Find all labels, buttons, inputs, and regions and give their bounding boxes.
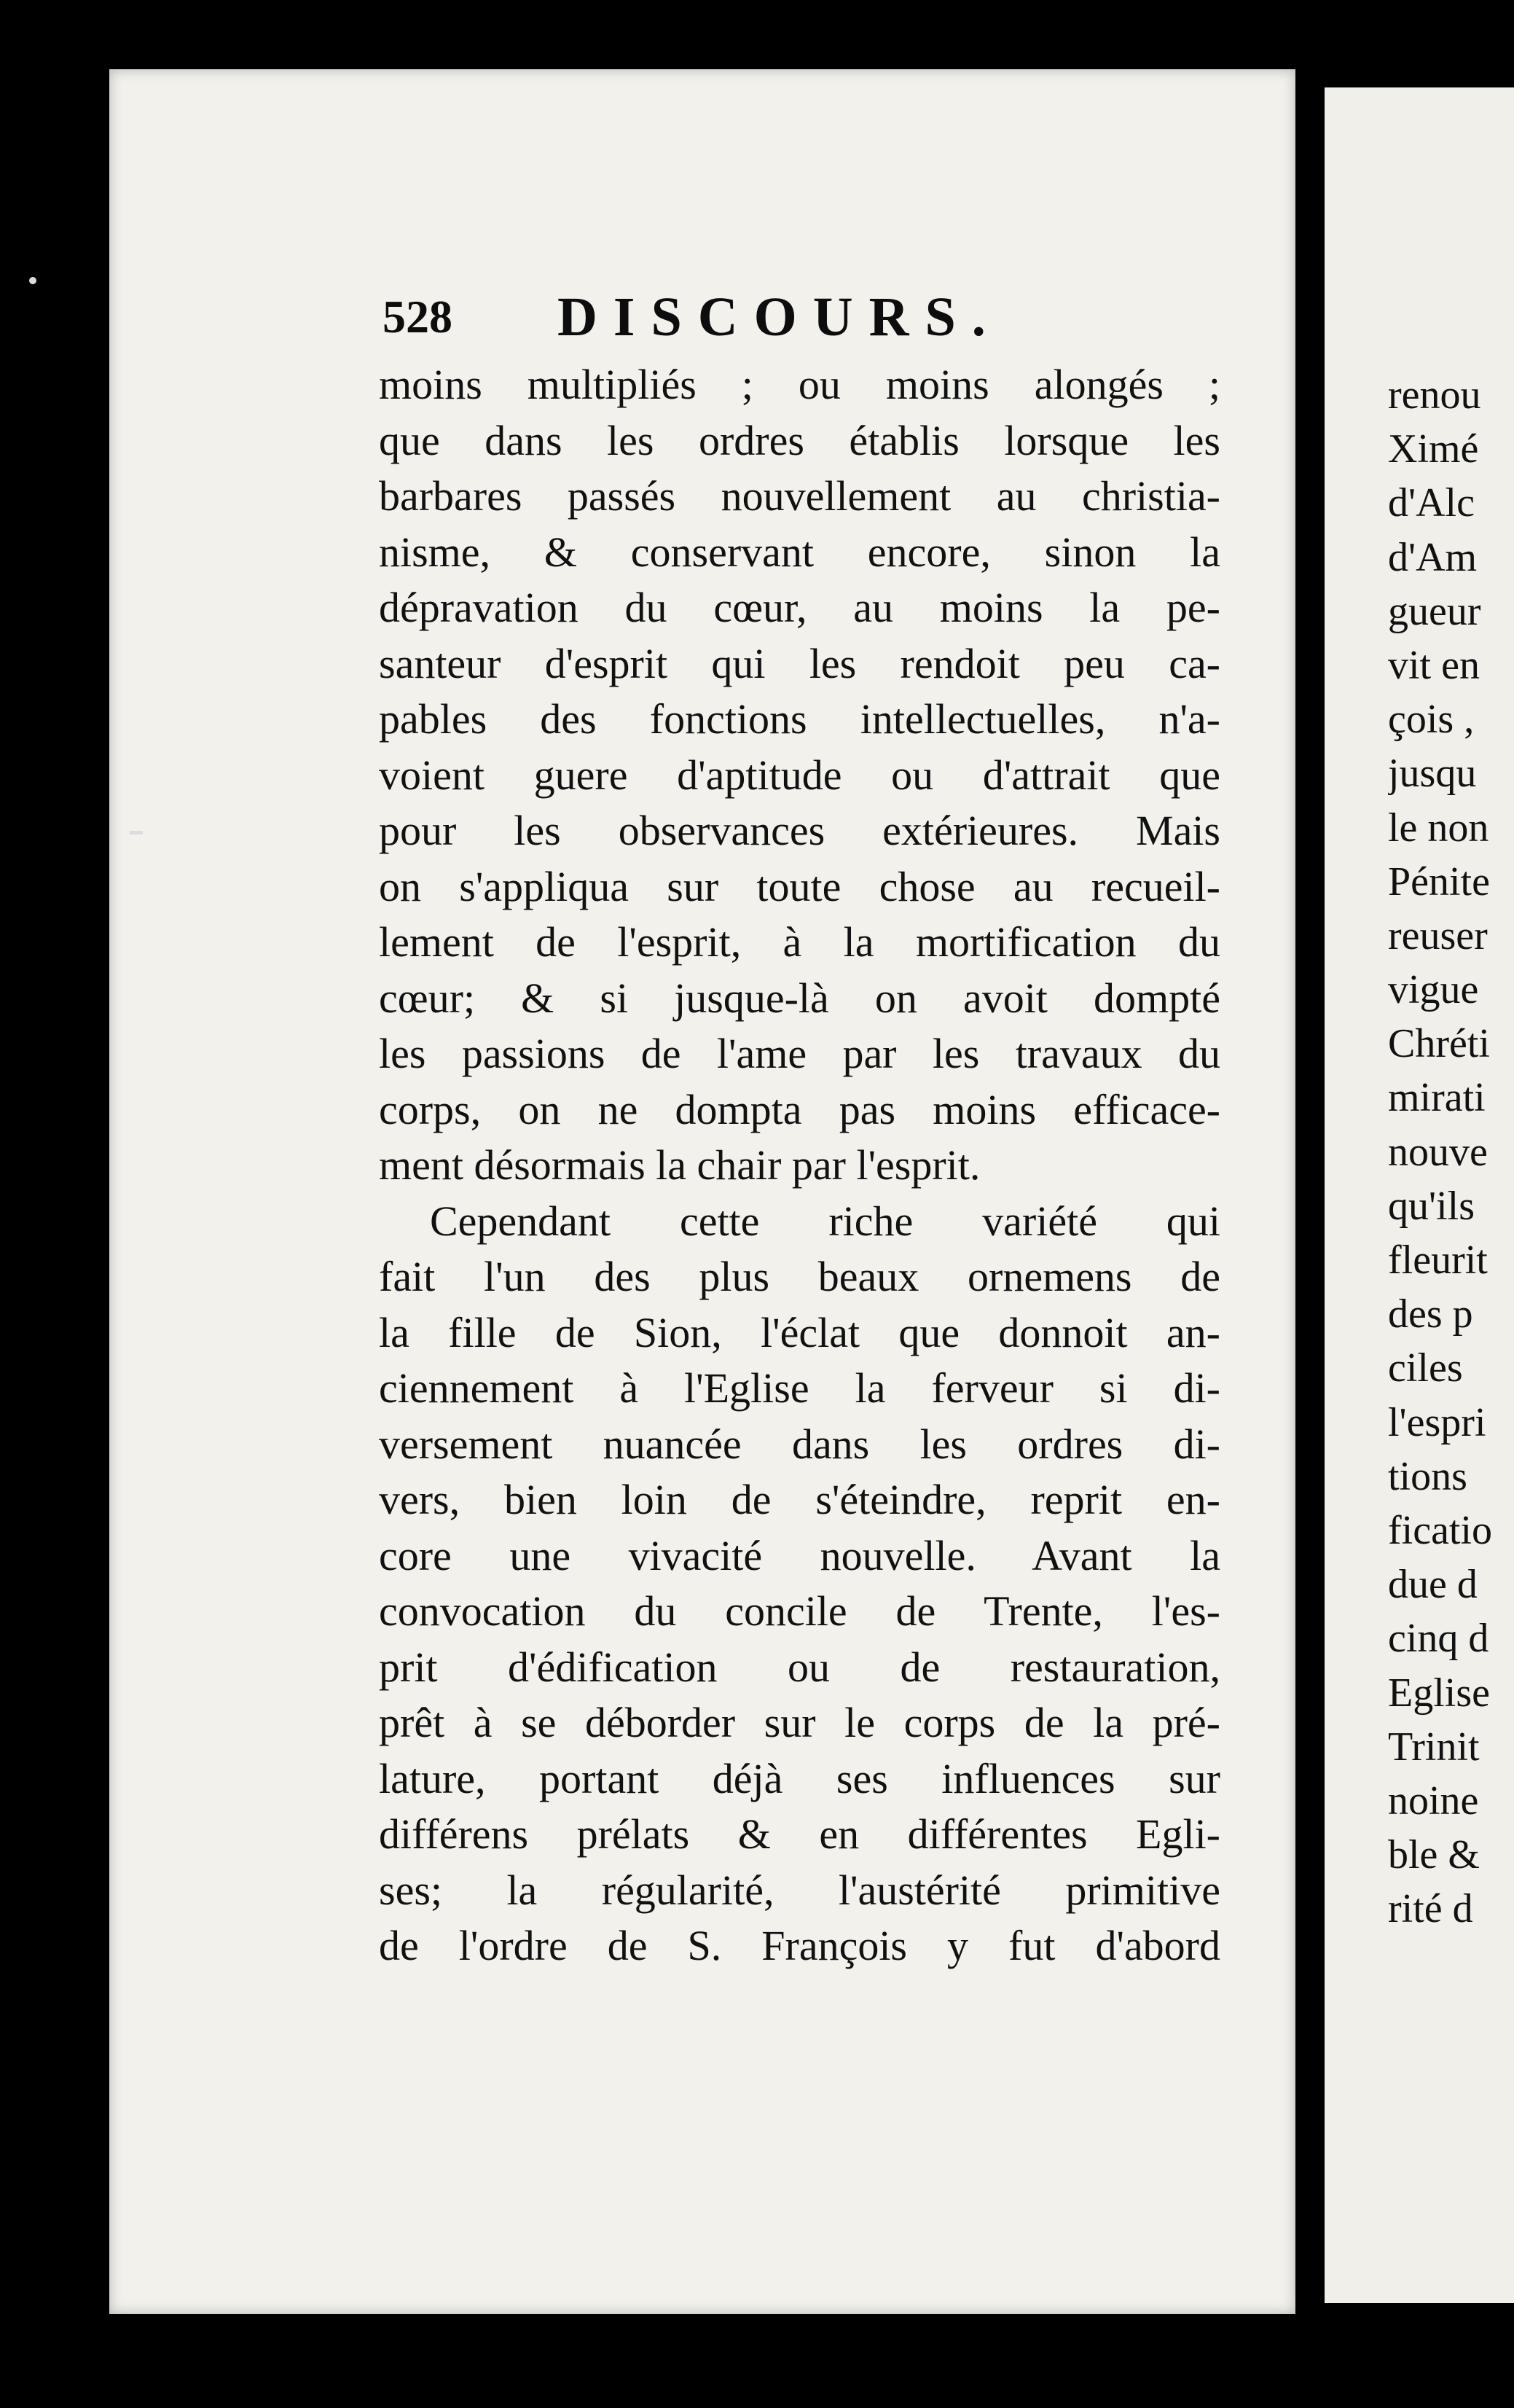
text-line: santeur d'esprit qui les rendoit peu ca- bbox=[379, 639, 1220, 687]
facing-text-line: gueur bbox=[1388, 588, 1481, 634]
facing-text-line: l'espri bbox=[1388, 1399, 1486, 1445]
binding-speck bbox=[29, 277, 36, 284]
facing-text-line: ble & bbox=[1388, 1832, 1480, 1878]
facing-text-line: qu'ils bbox=[1388, 1183, 1475, 1229]
facing-text-line: ficatio bbox=[1388, 1507, 1493, 1553]
page-header bbox=[383, 277, 1111, 357]
facing-text-line: Chréti bbox=[1388, 1021, 1490, 1067]
facing-text-line: ciles bbox=[1388, 1345, 1463, 1391]
text-line: corps, on ne dompta pas moins efficace- bbox=[379, 1085, 1220, 1133]
text-line: cœur; & si jusque-là on avoit dompté bbox=[379, 974, 1220, 1022]
text-line: que dans les ordres établis lorsque les bbox=[379, 416, 1220, 464]
text-line: pour les observances extérieures. Mais bbox=[379, 807, 1220, 854]
facing-text-line: Pénite bbox=[1388, 859, 1490, 904]
running-head: DISCOURS. bbox=[557, 286, 1002, 348]
text-line: vers, bien loin de s'éteindre, reprit en- bbox=[379, 1476, 1220, 1523]
facing-text-line: le non bbox=[1388, 805, 1489, 851]
facing-text-line: Ximé bbox=[1388, 426, 1479, 472]
text-line: pables des fonctions intellectuelles, n'a- bbox=[379, 695, 1220, 743]
facing-text-line: Trinit bbox=[1388, 1724, 1480, 1770]
text-line: moins multipliés ; ou moins alongés ; bbox=[379, 361, 1220, 408]
facing-text-line: d'Alc bbox=[1388, 480, 1475, 526]
text-line: on s'appliqua sur toute chose au recueil- bbox=[379, 862, 1220, 910]
text-line: ses; la régularité, l'austérité primitive bbox=[379, 1866, 1220, 1914]
facing-text-line: cinq d bbox=[1388, 1616, 1489, 1662]
text-line: prêt à se déborder sur le corps de la pré- bbox=[379, 1699, 1220, 1746]
facing-text-line: rité d bbox=[1388, 1886, 1473, 1932]
text-line: ciennement à l'Eglise la ferveur si di- bbox=[379, 1364, 1220, 1412]
text-line: voient guere d'aptitude ou d'attrait que bbox=[379, 751, 1220, 799]
facing-text-line: mirati bbox=[1388, 1075, 1486, 1121]
facing-text-line: jusqu bbox=[1388, 751, 1477, 797]
facing-text-line: due d bbox=[1388, 1562, 1478, 1608]
text-line: versement nuancée dans les ordres di- bbox=[379, 1420, 1220, 1468]
facing-text-line: des p bbox=[1388, 1291, 1473, 1337]
page-number: 528 bbox=[383, 291, 452, 343]
facing-text-line: vit en bbox=[1388, 642, 1480, 688]
facing-text-line: renou bbox=[1388, 372, 1481, 418]
text-line: différens prélats & en différentes Egli- bbox=[379, 1810, 1220, 1858]
facing-text-line: tions bbox=[1388, 1453, 1467, 1499]
text-line: ment désormais la chair par l'esprit. bbox=[379, 1141, 981, 1189]
text-line: les passions de l'ame par les travaux du bbox=[379, 1030, 1220, 1077]
text-line: Cependant cette riche variété qui bbox=[430, 1197, 1220, 1245]
text-line: lement de l'esprit, à la mortification du bbox=[379, 918, 1220, 966]
text-line: de l'ordre de S. François y fut d'abord bbox=[379, 1922, 1220, 1969]
text-line: fait l'un des plus beaux ornemens de bbox=[379, 1253, 1220, 1300]
text-line: convocation du concile de Trente, l'es- bbox=[379, 1587, 1220, 1635]
text-line: core une vivacité nouvelle. Avant la bbox=[379, 1531, 1220, 1579]
margin-dash bbox=[130, 831, 143, 834]
text-line: dépravation du cœur, au moins la pe- bbox=[379, 584, 1220, 631]
text-line: la fille de Sion, l'éclat que donnoit an- bbox=[379, 1308, 1220, 1356]
facing-page-text bbox=[1388, 368, 1514, 1936]
facing-text-line: fleurit bbox=[1388, 1238, 1488, 1283]
text-line: lature, portant déjà ses influences sur bbox=[379, 1754, 1220, 1802]
text-line: barbares passés nouvellement au christia- bbox=[379, 472, 1220, 520]
facing-text-line: d'Am bbox=[1388, 534, 1478, 580]
main-text bbox=[379, 357, 1220, 1974]
text-line: nisme, & conservant encore, sinon la bbox=[379, 528, 1220, 576]
facing-text-line: çois , bbox=[1388, 697, 1475, 743]
facing-text-line: nouve bbox=[1388, 1129, 1488, 1175]
facing-text-line: Eglise bbox=[1388, 1670, 1490, 1716]
facing-text-line: noine bbox=[1388, 1778, 1479, 1823]
facing-text-line: vigue bbox=[1388, 967, 1479, 1013]
text-line: prit d'édification ou de restauration, bbox=[379, 1643, 1220, 1691]
facing-text-line: reuser bbox=[1388, 912, 1488, 958]
